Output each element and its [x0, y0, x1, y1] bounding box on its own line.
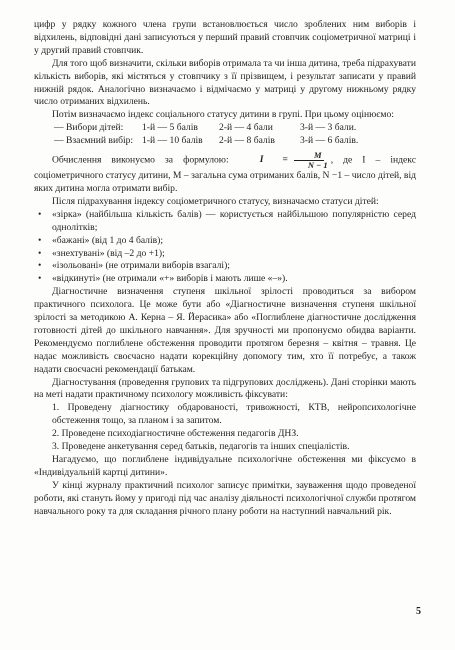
- list-item: • «зірка» (найбільша кількість балів) — користується найбільшою популярністю серед однолітків;: [34, 209, 416, 235]
- list-item: 3. Проведене анкетування серед батьків, педагогів та інших спеціалістів.: [52, 441, 350, 453]
- paragraph: У кінці журналу практичний психолог записує примітки, зауваження щодо проведеної роботи, які стануть йому у пригоді під час аналізу діяльності психологічної служби протягом навчального року та для складання річного плану роботи на наступний навчальний рік.: [34, 479, 416, 517]
- score-value: 1-й — 5 балів: [142, 122, 198, 134]
- status-formula: I = $\frac{M}{N - 1}$: [259, 150, 328, 171]
- score-value: 2-й — 8 балів: [219, 135, 275, 147]
- formula-paragraph: Обчислення виконуємо за формулою: I = $\frac{M}{N - 1}$ , де I – індекс соціометричного статусу дитини, М – загальна сума отриманих балів, N −1 – число дітей, від яких дитина могла отримати вибір.: [34, 150, 416, 194]
- score-row: [34, 122, 416, 135]
- paragraph: Потім визначаємо індекс соціального статусу дитини в групі. При цьому оцінюємо:: [52, 109, 394, 121]
- status-list: [34, 209, 416, 286]
- body-text: [34, 19, 416, 519]
- formula-fraction: $\frac{M}{N - 1}$: [290, 151, 328, 170]
- paragraph: Для того щоб визначити, скільки виборів отримала та чи інша дитина, треба підрахувати кількість виборів, які містяться у стовпчику з її прізвищем, і результат записати у правий нижній рядок. Аналогічно визначаємо і відмічаємо у матриці у другому нижньому рядку число отриманих відхилень.: [34, 57, 416, 108]
- paragraph: Нагадуємо, що поглиблене індивідуальне психологічне обстеження ми фіксуємо в «Індивідуальній картці дитини».: [34, 454, 416, 478]
- list-item: 1. Проведену діагностику обдарованості, тривожності, КТВ, нейропсихологічне обстеження тощо, за планом і за запитом.: [52, 402, 416, 427]
- score-value: 3-й — 3 бали.: [300, 122, 357, 134]
- list-item: 2. Проведене психодіагностичне обстеження педагогів ДНЗ.: [52, 428, 299, 440]
- list-item: • «бажані» (від 1 до 4 балів);: [34, 235, 416, 248]
- paragraph: Після підрахування індексу соціометричного статусу, визначаємо статуси дітей:: [52, 195, 379, 207]
- paragraph: Діагностичне визначення ступеня шкільної зрілості проводиться за вибором практичного психолога. Це може бути або «Діагностичне визначення ступеня шкільної зрілості за методикою А. Керна – Я. Йерасика» або «Поглиблене діагностичне дослідження готовності дітей до шкільного навчання». Для зручності ми пропонуємо обидва варіанти. Рекомендуємо поглиблене обстеження проводити протягом березня – квітня – травня. Це надає можливість своєчасно надати корекційну допомогу тим, хто її потребує, а також надати своєчасні рекомендації батькам.: [34, 286, 416, 375]
- list-item: • «знехтувані» (від –2 до +1);: [34, 248, 416, 261]
- list-item: • «відкинуті» (не отримали «+» виборів і мають лише «–»).: [34, 273, 416, 286]
- paragraph: цифр у рядку кожного члена групи встановлюється число зроблених ним виборів і відхилень, відповідні дані записуються у перший правий стовпчик соціометричної матриці і у другий правий стовпчик.: [34, 19, 416, 56]
- list-item: • «ізольовані» (не отримали виборів взагалі);: [34, 260, 416, 273]
- score-row: [34, 135, 416, 148]
- score-value: 1-й — 10 балів: [142, 135, 203, 147]
- score-value: 3-й — 6 балів.: [300, 135, 359, 147]
- page-number: 5: [416, 606, 421, 617]
- paragraph: Діагностування (проведення групових та підгрупових досліджень). Дані сторінки мають на меті надати практичному психологу можливість фіксувати:: [34, 376, 416, 401]
- score-value: 2-й — 4 бали: [219, 122, 273, 134]
- score-label: — Вибори дітей:: [54, 122, 124, 134]
- score-label: — Взаємний вибір:: [54, 135, 134, 147]
